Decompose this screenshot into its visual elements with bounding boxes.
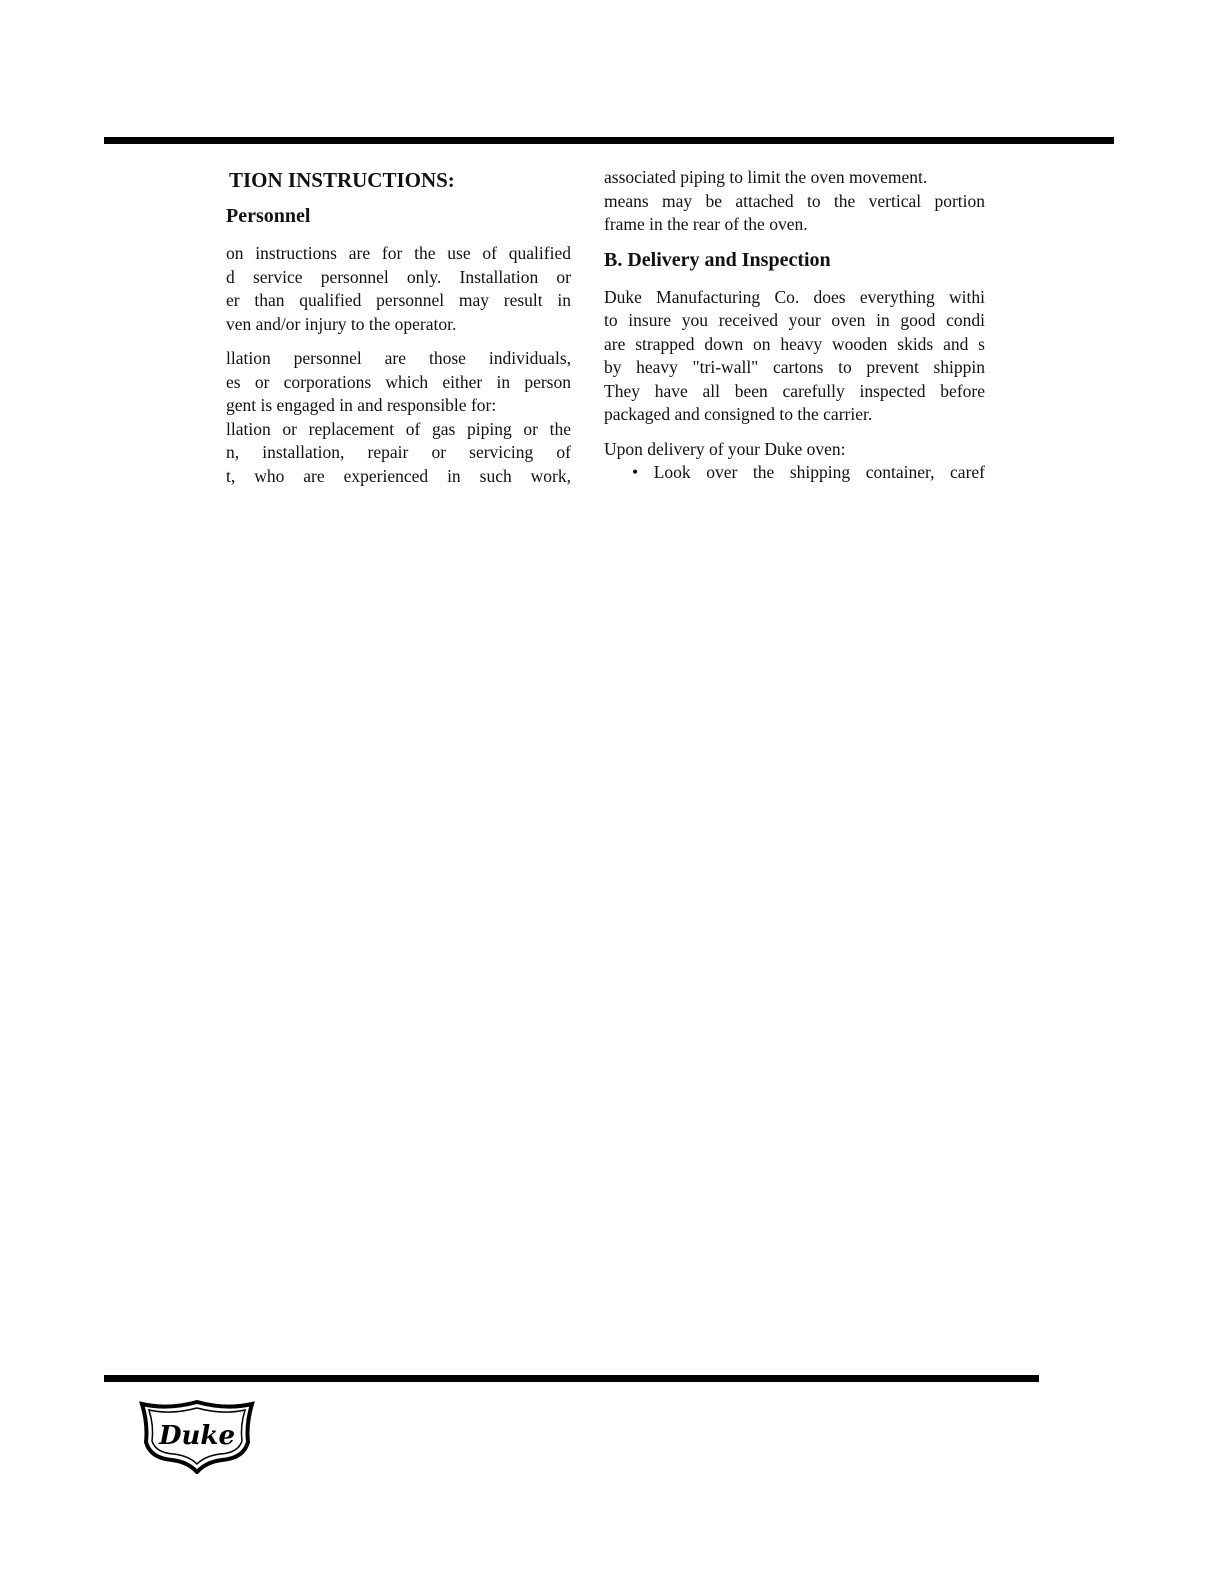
personnel-paragraph-1 <box>226 242 571 336</box>
text-line: packaged and consigned to the carrier. <box>604 404 873 424</box>
text-line: n, installation, repair or servicing of <box>226 442 571 462</box>
text-line: gent is engaged in and responsible for: <box>226 395 497 415</box>
text-line: frame in the rear of the oven. <box>604 214 808 234</box>
text-line: on instructions are for the use of qualified <box>226 243 571 263</box>
delivery-inspection-heading: B. Delivery and Inspection <box>604 248 831 271</box>
top-rule <box>104 137 1114 144</box>
bullet-item: • Look over the shipping container, caref <box>632 462 985 482</box>
text-line: by heavy "tri-wall" cartons to prevent shippin <box>604 357 985 377</box>
duke-logo <box>138 1398 256 1474</box>
text-line: Duke Manufacturing Co. does everything withi <box>604 286 985 307</box>
text-line: to insure you received your oven in good condi <box>604 310 985 330</box>
personnel-subheading: Personnel <box>226 205 311 227</box>
text-line: llation personnel are those individuals, <box>226 348 571 368</box>
text-line: They have all been carefully inspected before <box>604 380 985 401</box>
text-line: are strapped down on heavy wooden skids and s <box>604 333 985 354</box>
continued-paragraph <box>604 166 985 237</box>
svg-text:Duke: Duke <box>158 1421 236 1451</box>
text-line: associated piping to limit the oven movement. <box>604 167 928 187</box>
text-line: t, who are experienced in such work, <box>226 465 571 486</box>
text-line: ven and/or injury to the operator. <box>226 313 457 334</box>
personnel-paragraph-2 <box>226 347 571 488</box>
text-line: es or corporations which either in person <box>226 371 571 392</box>
section-heading: TION INSTRUCTIONS: <box>229 168 455 192</box>
text-line: means may be attached to the vertical portion <box>604 190 985 211</box>
right-column <box>604 166 985 496</box>
left-column <box>226 166 571 496</box>
bottom-rule <box>104 1375 1039 1382</box>
text-line: d service personnel only. Installation or <box>226 266 571 287</box>
text-line: er than qualified personnel may result in <box>226 290 571 310</box>
delivery-intro: Upon delivery of your Duke oven: <box>604 438 846 459</box>
text-line: llation or replacement of gas piping or the <box>226 418 571 439</box>
delivery-paragraph <box>604 286 985 427</box>
